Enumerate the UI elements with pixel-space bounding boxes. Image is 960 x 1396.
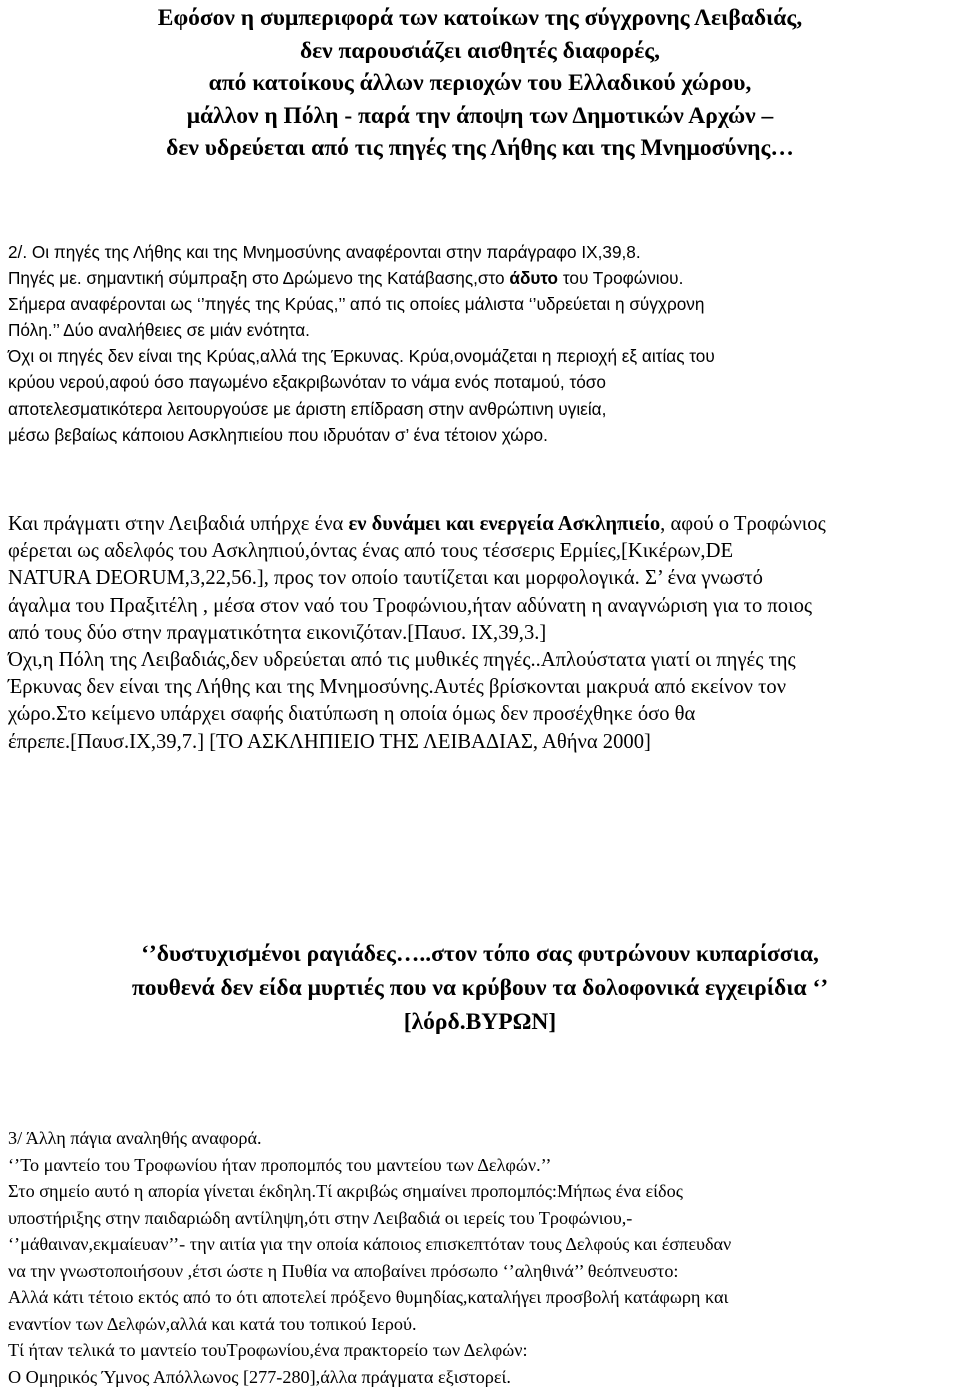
heading-line: δεν παρουσιάζει αισθητές διαφορές, — [299, 37, 661, 64]
byron-quote — [0, 937, 960, 1039]
quote-line: ‘’δυστυχισμένοι ραγιάδες…..στον τόπο σας φυτρώνουν κυπαρίσσια, — [141, 941, 819, 967]
paragraph-line: 3/ Άλλη πάγια αναληθής αναφορά. — [8, 1128, 262, 1148]
section-2-paragraph — [8, 239, 953, 448]
heading-line: δεν υδρεύεται από τις πηγές της Λήθης και της Μνημοσύνης… — [166, 135, 794, 161]
text-run: , αφού ο Τροφώνιος — [660, 513, 826, 535]
heading-line: Εφόσον η συμπεριφορά των κατοίκων της σύγχρονης Λειβαδιάς, — [157, 5, 803, 31]
paragraph-line: κρύου νερού,αφού όσο παγωμένο εξακριβωνόταν το νάμα ενός ποταμού, τόσο — [8, 372, 606, 393]
document-heading — [0, 2, 960, 165]
paragraph-line: φέρεται ως αδελφός του Ασκληπιού,όντας ένας από τους τέσσερις Ερμίες,[Κικέρων,DE — [8, 540, 734, 563]
paragraph-line — [8, 265, 953, 291]
section-asklepieio-paragraph — [8, 511, 953, 756]
paragraph-line: μέσω βεβαίως κάποιου Ασκληπιείου που ιδρυόταν σ’ ένα τέτοιον χώρο. — [8, 424, 548, 445]
paragraph-line: ‘’Το μαντείο του Τροφωνίου ήταν προπομπός του μαντείου των Δελφών.’’ — [8, 1154, 552, 1175]
quote-line: πουθενά δεν είδα μυρτιές που να κρύβουν τα δολοφονικά εγχειρίδια ‘’ — [131, 975, 829, 1001]
paragraph-line: Τί ήταν τελικά το μαντείο τουΤροφωνίου,ένα πρακτορείο των Δελφών: — [8, 1340, 528, 1360]
paragraph-line: αποτελεσματικότερα λειτουργούσε με άριστη επίδραση στην ανθρώπινη υγιεία, — [8, 398, 607, 419]
heading-line: από κατοίκους άλλων περιοχών του Ελλαδικού χώρου, — [208, 70, 752, 96]
paragraph-line: Όχι οι πηγές δεν είναι της Κρύας,αλλά της Έρκυνας. Κρύα,ονομάζεται η περιοχή εξ αιτίας του — [8, 346, 715, 367]
paragraph-line: Έρκυνας δεν είναι της Λήθης και της Μνημοσύνης.Αυτές βρίσκονται μακρυά από εκείνον τον — [8, 676, 787, 699]
heading-line: μάλλον η Πόλη - παρά την άποψη των Δημοτικών Αρχών – — [186, 102, 774, 129]
paragraph-line: Σήμερα αναφέρονται ως ‘’πηγές της Κρύας,’’ από τις οποίες μάλιστα ‘’υδρεύεται η σύγχρονη — [8, 294, 705, 315]
paragraph-line: Αλλά κάτι τέτοιο εκτός από το ότι αποτελεί πρόξενο θυμηδίας,καταλήγει προσβολή κατάφωρη και — [8, 1287, 729, 1307]
paragraph-line: Ο Ομηρικός Ύμνος Απόλλωνος [277-280],άλλα πράγματα εξιστορεί. — [8, 1366, 511, 1387]
paragraph-line: Πόλη.’’ Δύο αναλήθειες σε μιάν ενότητα. — [8, 320, 310, 341]
paragraph-line: άγαλμα του Πραξιτέλη , μέσα στον ναό του Τροφώνιου,ήταν αδύνατη η αναγνώριση για το ποιος — [8, 594, 813, 617]
paragraph-line: ‘’μάθαιναν,εκμαίευαν’’- την αιτία για την οποία κάποιος επισκεπτόταν τους Δελφούς και έσπευδαν — [8, 1234, 732, 1254]
quote-attribution: [λόρδ.ΒΥΡΩΝ] — [403, 1009, 557, 1035]
paragraph-line: υποστήριξης στην παιδαριώδη αντίληψη,ότι στην Λειβαδιά οι ιερείς του Τροφώνιου,- — [8, 1207, 633, 1228]
text-run: του Τροφώνιου. — [558, 268, 684, 289]
paragraph-line: NATURA DEORUM,3,22,56.], προς τον οποίο ταυτίζεται και μορφολογικά. Σ’ ένα γνωστό — [8, 567, 763, 590]
text-run: Και πράγματι στην Λειβαδιά υπήρχε ένα — [8, 513, 349, 535]
paragraph-line: να την γνωστοποιήσουν ,έτσι ώστε η Πυθία να αποβαίνει πρόσωπο ‘’αληθινά’’ θεόπνευστο: — [8, 1260, 679, 1281]
paragraph-line — [8, 511, 953, 538]
paragraph-line: Στο σημείο αυτό η απορία γίνεται έκδηλη.Τί ακριβώς σημαίνει προπομπός:Μήπως ένα είδος — [8, 1181, 683, 1201]
paragraph-line: έπρεπε.[Παυσ.ΙΧ,39,7.] [ΤΟ ΑΣΚΛΗΠΙΕΙΟ ΤΗΣ ΛΕΙΒΑΔΙΑΣ, Αθήνα 2000] — [8, 730, 651, 753]
bold-term: εν δυνάμει και ενεργεία Ασκληπιείο — [348, 513, 661, 535]
paragraph-line: από τους δύο στην πραγματικότητα εικονιζόταν.[Παυσ. ΙΧ,39,3.] — [8, 621, 547, 644]
text-run: Πηγές με. σημαντική σύμπραξη στο Δρώμενο της Κατάβασης,στο — [8, 268, 510, 289]
paragraph-line: εναντίον των Δελφών,αλλά και κατά του τοπικού Ιερού. — [8, 1313, 417, 1334]
bold-term: άδυτο — [509, 268, 559, 289]
paragraph-line: Όχι,η Πόλη της Λειβαδιάς,δεν υδρεύεται από τις μυθικές πηγές..Απλούστατα γιατί οι πηγές της — [8, 649, 796, 672]
section-3-paragraph — [8, 1125, 953, 1390]
paragraph-line: χώρο.Στο κείμενο υπάρχει σαφής διατύπωση η οποία όμως δεν προσέχθηκε όσο θα — [8, 703, 696, 726]
paragraph-line: 2/. Οι πηγές της Λήθης και της Μνημοσύνης αναφέρονται στην παράγραφο ΙΧ,39,8. — [8, 242, 641, 262]
